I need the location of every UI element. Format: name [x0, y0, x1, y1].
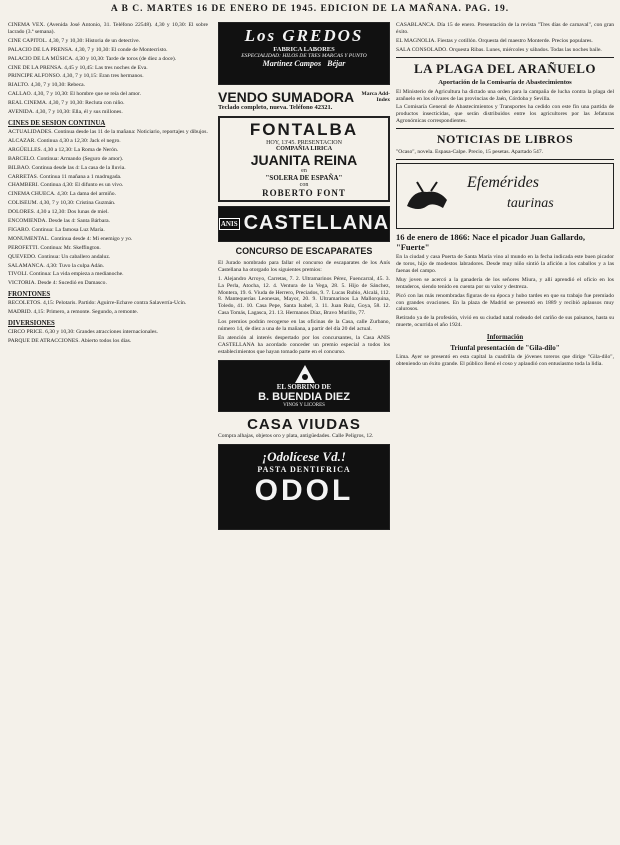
paragraph: Lima. Ayer se presentó en esta capital la cuadrilla de jóvenes toreros que dirige "Gila-dilo", obteniendo un éxito grande. El público llenó el coso y aplaudió con entusiasmo toda la lidia.: [396, 354, 614, 368]
section-heading-continuous: CINES DE SESION CONTINUA: [8, 119, 106, 127]
sobrino-line1: EL SOBRINO DE: [276, 382, 332, 391]
paragraph: AVENIDA. 4,30, 7 y 10,30: Ella, él y sus millones.: [8, 109, 123, 116]
paragraph: SALAMANCA. 4,30: Tuvo la culpa Adán.: [8, 262, 105, 269]
column-middle: [218, 22, 390, 837]
vendo-title: VENDO SUMADORA: [218, 89, 355, 105]
paragraph: Retirado ya de la profesión, vivió en su ciudad natal rodeado del cariño de sus paisanos, hasta su muerte, ocurrida el año 1924.: [396, 315, 614, 329]
efemerides-heading: 16 de enero de 1866: Nace el picador Juan Gallardo, "Fuerte": [396, 232, 586, 253]
sobrino-line3: VINOS Y LICORES: [283, 402, 325, 408]
fontalba-play: "SOLERA DE ESPAÑA": [265, 173, 343, 182]
paragraph: En atención al interés despertado por los concursantes, la Casa ANIS CASTELLANA ha acordado conceder un premio especial a todos los establecimientos que hayan tomado parte en el concurso.: [218, 334, 390, 355]
listings-block-diversiones: [8, 329, 208, 345]
noticias-title: NOTICIAS DE LIBROS: [436, 132, 574, 147]
paragraph: CINEMA CHUECA. 4,30: La dama del armiño.: [8, 191, 116, 198]
paragraph: 1. Alejandro Arroyo, Carretas, 7. 2. Ultramarinos Pérez, Fuencarral, 45. 3. La Perla, Atocha, 12. 4. Ventura de la Vega, 28. 5. Hijo de Sánchez, Montera, 19. 6. Viuda de Herrero, Preciados, 9. 7. Lucas Rubio, Alcalá, 112. 8. Mantequerías Leonesas, Mayor, 20. 9. Ultramarinos La Mallorquina, Toledo, 41. 10. Casa Pepe, Santa Isabel, 3. 11. Juan Ruiz, Goya, 58. 12. Casa Tomás, Lagasca, 21. 13. Hermanos Díaz, Bravo Murillo, 77.: [218, 275, 390, 317]
odol-top: ¡Odolícese Vd.!: [262, 448, 346, 464]
fontalba-name2: ROBERTO FONT: [262, 187, 346, 198]
listings-block: [8, 22, 208, 116]
paragraph: CINEMA VEX. (Avenida José Antonio, 31. Teléfono 22548). 4,30 y 10,30: El sobre lacrado (3.ª semana).: [8, 22, 208, 35]
castellana-brand: CASTELLANA: [243, 212, 390, 235]
page-header: A B C. MARTES 16 DE ENERO DE 1945. EDICION DE LA MAÑANA. PAG. 19.: [110, 4, 510, 14]
divider: [396, 128, 614, 129]
gredos-line3: ESPECIALIDAD: HILOS DE TRES MARCAS Y PUNTO: [241, 53, 367, 59]
fontalba-line1: HOY, 13'45. PRESENTACION: [266, 139, 342, 146]
section-heading-diversiones: DIVERSIONES: [8, 320, 55, 328]
column-right: [396, 22, 614, 837]
odol-mid: PASTA DENTIFRICA: [257, 464, 351, 474]
paragraph: EL MAGNOLIA. Fiestas y cotillón. Orquesta del maestro Monterde. Precios populares.: [396, 37, 593, 44]
paragraph: En la ciudad y casa Puerta de Santa María vino al mundo en la fecha indicada este buen picador de toros, hijo de modestos labradores. Desde muy niño sintió la afición a los caballos y a las faenas del campo.: [396, 254, 614, 274]
fontalba-line2: COMPAÑIA LIRICA: [275, 145, 333, 152]
paragraph: TIVOLI. Continua: La vida empieza a medianoche.: [8, 271, 124, 278]
noticias-text: "Ocaso", novela. Espasa-Calpe. Precio, 15 pesetas. Apartado 547.: [396, 149, 544, 156]
paragraph: CIRCO PRICE. 6,30 y 10,30: Grandes atracciones internacionales.: [8, 329, 158, 336]
concurso-title: CONCURSO DE ESCAPARATES: [235, 245, 373, 256]
column-left: [8, 22, 208, 837]
paragraph: CHAMBERI. Continua 4,30: El difunto es un vivo.: [8, 182, 124, 189]
paragraph: CASABLANCA. Día 15 de enero. Presentación de la revista "Tres días de carnaval", con gran éxito.: [396, 22, 614, 35]
paragraph: El Jurado nombrado para fallar el concurso de escaparates de los Anís Castellana ha otorgado los siguientes premios:: [218, 259, 390, 273]
paragraph: ARGÜELLES. 4,30 a 12,30: La Roma de Nerón.: [8, 146, 119, 153]
efemerides-text: [396, 254, 614, 329]
paragraph: CARRETAS. Continua 11 mañana a 1 madrugada.: [8, 173, 122, 180]
fontalba-name: JUANITA REINA: [250, 151, 358, 168]
divider: [396, 159, 614, 160]
fontalba-title: FONTALBA: [249, 119, 359, 139]
paragraph: BARCELO. Continua: Armando (Seguro de amor).: [8, 155, 124, 162]
lantern-icon: [290, 363, 320, 385]
gredos-line2: FABRICA LABORES: [273, 46, 335, 53]
concurso-text: [218, 260, 390, 356]
plaga-subtitle: Aportación de la Comisaría de Abastecimientos: [438, 78, 572, 86]
listings-block-continuous: [8, 129, 208, 287]
section-heading-frontones: FRONTONES: [8, 291, 51, 299]
paragraph: RIALTO. 4,30, 7 y 10,30: Rebeca.: [8, 82, 86, 89]
info-title: Información: [486, 334, 524, 342]
paragraph: QUEVEDO. Continua: Un caballero andaluz.: [8, 253, 111, 260]
paragraph: FIGARO. Continua: La famosa Luz María.: [8, 226, 105, 233]
paragraph: PEROFETTI. Continua: Mr. Skeffington.: [8, 244, 101, 251]
plaga-title: LA PLAGA DEL ARAÑUELO: [413, 60, 597, 76]
paragraph: Los premios podrán recogerse en las oficinas de la Casa, calle Zurbano, número 14, de diez a una de la mañana, a partir del día 20 del actual.: [218, 319, 390, 333]
paragraph: PALACIO DE LA MÚSICA. 4,30 y 10,30: Tarde de toros (de diez a doce).: [8, 55, 177, 62]
paragraph: ALCAZAR. Continua 4,30 a 12,30: Jack el negro.: [8, 137, 121, 144]
odol-ad: [218, 444, 390, 530]
paragraph: SALA CONSOLADO. Orquesta Ribas. Lunes, miércoles y sábados. Todas las noches baile.: [396, 46, 602, 53]
vendo-text: Teclado completo, nueva. Teléfono 42321.: [218, 104, 333, 111]
paragraph: PALACIO DE LA PRENSA. 4,30, 7 y 10,30: El conde de Montecristo.: [8, 46, 168, 53]
paragraph: CALLAO. 4,30, 7 y 10,30: El hombre que se reía del amor.: [8, 91, 141, 98]
viudas-ad: [218, 416, 390, 440]
fontalba-con: con: [299, 181, 309, 188]
info-text: [396, 354, 614, 368]
sobrino-ad: [218, 360, 390, 412]
vendo-ad: [218, 89, 390, 112]
listings-block-frontones: [8, 300, 208, 316]
gredos-title: Los GREDOS: [244, 26, 364, 45]
efemerides-line1: Efemérides: [467, 174, 539, 192]
viudas-text: Compra alhajas, objetos oro y plata, antigüedades. Calle Peligros, 12.: [218, 432, 374, 439]
fontalba-en: en: [301, 167, 307, 174]
paragraph: RECOLETOS. 4,15: Pelotaris. Partido: Aguirre-Echave contra Salaverría-Ucín.: [8, 300, 187, 307]
paragraph: COLISEUM. 4,30, 7 y 10,30: Cristina Guzmán.: [8, 200, 116, 207]
gredos-ad: [218, 22, 390, 85]
efemerides-line2: taurinas: [507, 196, 554, 212]
paragraph: VICTORIA. Desde 4: Sucedió en Damasco.: [8, 280, 107, 287]
fontalba-ad: [218, 116, 390, 202]
ads-block: [396, 22, 614, 54]
viudas-title: CASA VIUDAS: [247, 415, 361, 433]
sobrino-line2: B. BUENDIA DIEZ: [258, 390, 350, 403]
odol-brand: ODOL: [254, 473, 354, 507]
paragraph: PARQUE DE ATRACCIONES. Abierto todos los días.: [8, 338, 132, 344]
paragraph: ACTUALIDADES. Continua desde las 11 de la mañana: Noticiario, reportajes y dibujos.: [8, 128, 208, 135]
efemerides-box: [396, 163, 614, 229]
paragraph: REAL CINEMA. 4,30, 7 y 10,30: Recluta con niño.: [8, 100, 125, 107]
info-heading: Triunfal presentación de "Gila-dilo": [450, 344, 560, 353]
paragraph: DOLORES. 4,30 a 12,30: Dos lunas de miel.: [8, 209, 109, 216]
paragraph: CINE CAPITOL. 4,30, 7 y 10,30: Historia de un detective.: [8, 37, 140, 44]
bull-icon: [403, 178, 453, 218]
paragraph: MONUMENTAL. Continua desde 4: Mi enemigo y yo.: [8, 235, 133, 242]
vendo-brand: Marca Add-Index: [361, 91, 390, 103]
paragraph: El Ministerio de Agricultura ha dictado una orden para la campaña de lucha contra la plaga del arañuelo en los olivares de las provincias de Jaén, Córdoba y Sevilla.: [396, 88, 614, 102]
paragraph: Muy joven se acercó a la ganadería de los señores Miura, y allí aprendió el oficio en los tentaderos, siendo tenido en cuenta por su valor y destreza.: [396, 276, 614, 290]
paragraph: Picó con las más renombradas figuras de su época y hubo tardes en que su trabajo fue premiado con grandes ovaciones. En la plaza de Madrid se presentó en 1889 y recibió aplausos muy calurosos.: [396, 292, 614, 313]
paragraph: La Comisaría General de Abastecimientos y Transportes ha cedido con este fin una partida de productos insecticidas, que serán distribuidos entre los agricultores por las Jefaturas Agronómicas correspondientes.: [396, 104, 614, 125]
divider: [396, 57, 614, 58]
gredos-line4: Martinez Campos: [262, 59, 322, 68]
paragraph: PRINCIPE ALFONSO. 4,30, 7 y 10,15: Eran tres hermanos.: [8, 73, 144, 80]
paragraph: MADRID. 4,15: Primero, a remonte. Segundo, a remonte.: [8, 309, 139, 316]
castellana-small: ANIS: [220, 219, 238, 228]
paragraph: CINE DE LA PRENSA. 4,45 y 10,45: Las tres noches de Eva.: [8, 64, 148, 71]
paragraph: BILBAO. Continua desde las 4: La casa de la lluvia.: [8, 164, 126, 171]
paragraph: ENCOMIENDA. Desde las 4: Santa Bárbara.: [8, 218, 111, 225]
gredos-line5: Béjar: [327, 59, 346, 68]
castellana-ad: [218, 206, 390, 242]
plaga-text: [396, 89, 614, 126]
